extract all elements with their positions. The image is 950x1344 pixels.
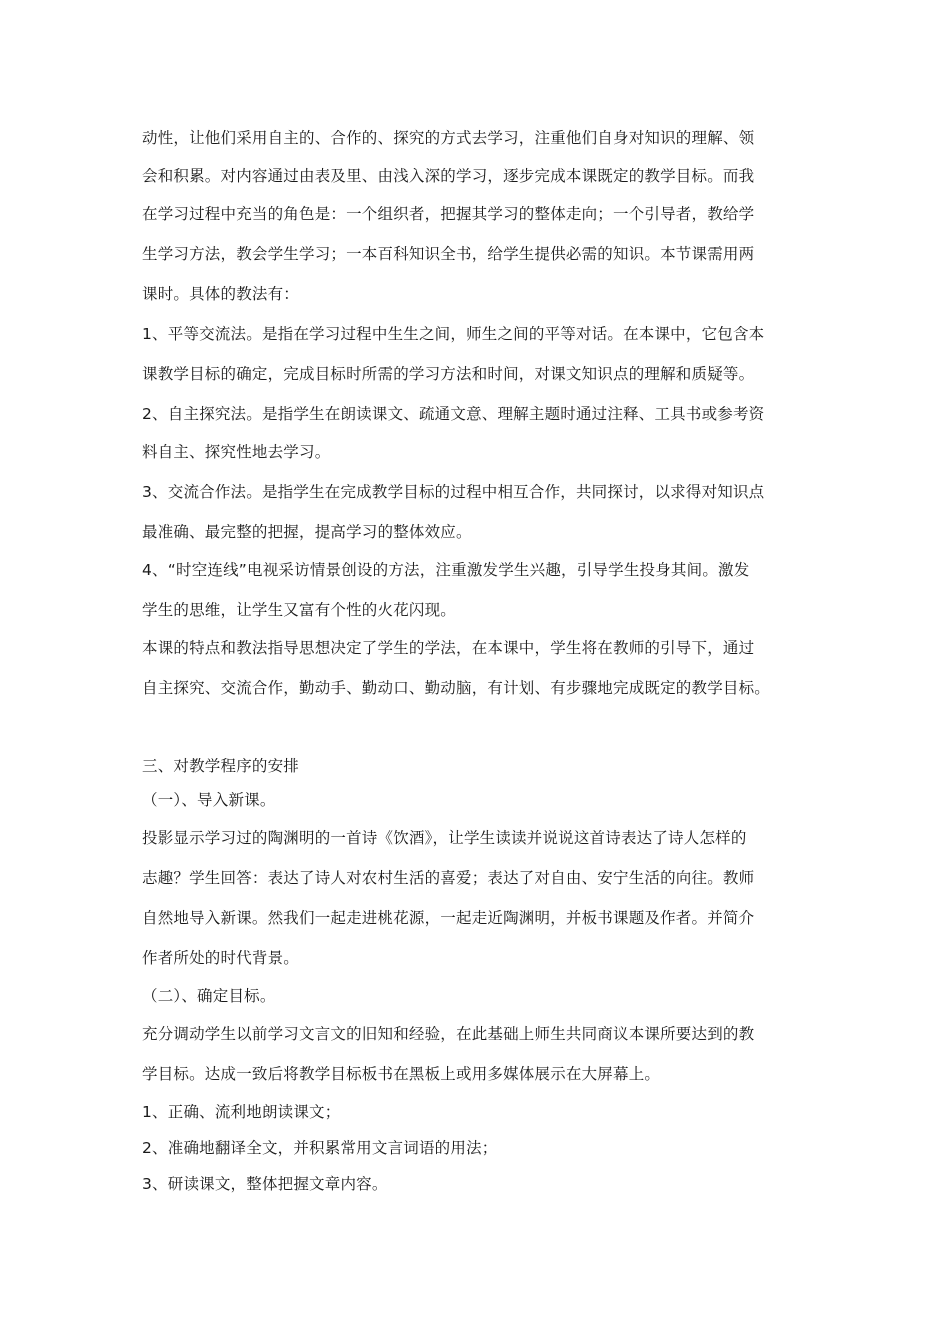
- paragraph-line: 生学习方法，教会学生学习；一本百科知识全书，给学生提供必需的知识。本节课需用两: [142, 245, 755, 263]
- subsection-heading: （二）、确定目标。: [142, 987, 276, 1005]
- method-2-line: 料自主、探究性地去学习。: [142, 443, 331, 461]
- section-heading: 三、对教学程序的安排: [142, 757, 300, 775]
- goal-item: 2、准确地翻译全文，并积累常用文言词语的用法；: [142, 1139, 498, 1157]
- paragraph-line: 课时。具体的教法有：: [142, 285, 300, 303]
- paragraph-line: 在学习过程中充当的角色是：一个组织者，把握其学习的整体走向；一个引导者，教给学: [142, 205, 755, 223]
- method-1-line: 1、平等交流法。是指在学习过程中生生之间，师生之间的平等对话。在本课中，它包含本: [142, 325, 765, 343]
- paragraph-line: 作者所处的时代背景。: [142, 949, 300, 967]
- paragraph-line: 自主探究、交流合作，勤动手、勤动口、勤动脑，有计划、有步骤地完成既定的教学目标。: [142, 679, 771, 697]
- subsection-heading: （一）、导入新课。: [142, 791, 276, 809]
- paragraph-line: 自然地导入新课。然我们一起走进桃花源，一起走近陶渊明，并板书课题及作者。并简介: [142, 909, 755, 927]
- paragraph-line: 投影显示学习过的陶渊明的一首诗《饮酒》，让学生读读并说说这首诗表达了诗人怎样的: [142, 829, 747, 847]
- method-3-line: 最准确、最完整的把握，提高学习的整体效应。: [142, 523, 472, 541]
- paragraph-line: 志趣？学生回答：表达了诗人对农村生活的喜爱；表达了对自由、安宁生活的向往。教师: [142, 869, 755, 887]
- paragraph-line: 学目标。达成一致后将教学目标板书在黑板上或用多媒体展示在大屏幕上。: [142, 1065, 661, 1083]
- method-2-line: 2、自主探究法。是指学生在朗读课文、疏通文意、理解主题时通过注释、工具书或参考资: [142, 405, 765, 423]
- paragraph-line: 充分调动学生以前学习文言文的旧知和经验，在此基础上师生共同商议本课所要达到的教: [142, 1025, 755, 1043]
- goal-item: 3、研读课文，整体把握文章内容。: [142, 1175, 388, 1193]
- paragraph-line: 本课的特点和教法指导思想决定了学生的学法，在本课中，学生将在教师的引导下，通过: [142, 639, 755, 657]
- paragraph-line: 会和积累。对内容通过由表及里、由浅入深的学习，逐步完成本课既定的教学目标。而我: [142, 167, 755, 185]
- method-1-line: 课教学目标的确定，完成目标时所需的学习方法和时间，对课文知识点的理解和质疑等。: [142, 365, 755, 383]
- method-4-line: 4、“时空连线”电视采访情景创设的方法，注重激发学生兴趣，引导学生投身其间。激发: [142, 561, 750, 579]
- method-4-line: 学生的思维，让学生又富有个性的火花闪现。: [142, 601, 457, 619]
- method-3-line: 3、交流合作法。是指学生在完成教学目标的过程中相互合作，共同探讨，以求得对知识点: [142, 483, 765, 501]
- goal-item: 1、正确、流利地朗读课文；: [142, 1103, 341, 1121]
- paragraph-line: 动性，让他们采用自主的、合作的、探究的方式去学习，注重他们自身对知识的理解、领: [142, 129, 755, 147]
